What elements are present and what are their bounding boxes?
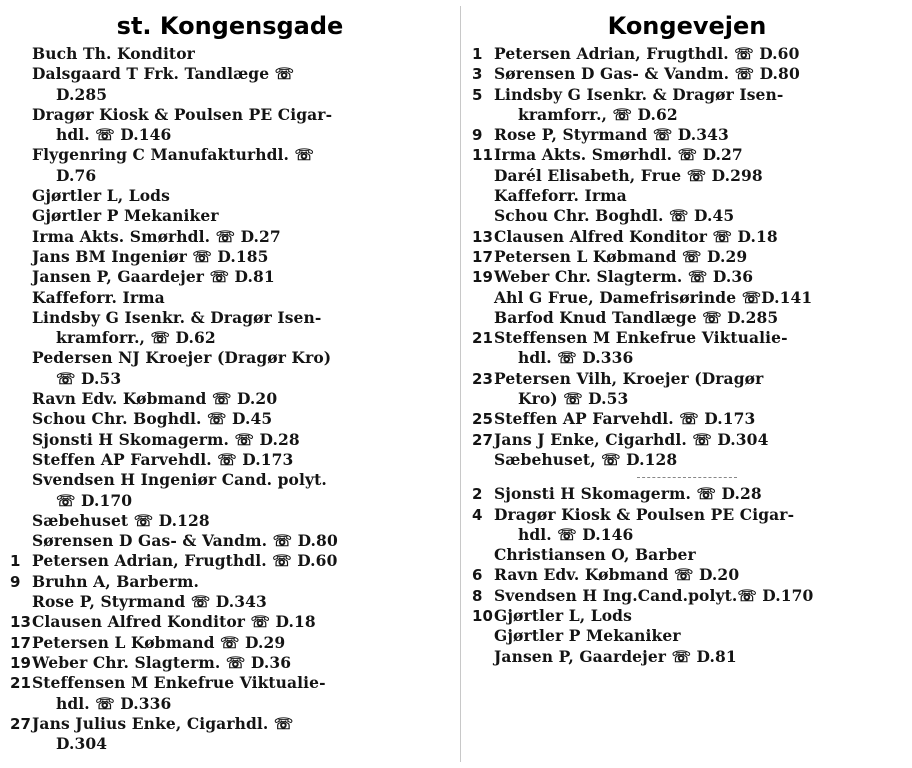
entry-text: Sørensen D Gas- & Vandm. ☏ D.80 bbox=[494, 64, 800, 84]
entry-text: Sæbehuset, ☏ D.128 bbox=[494, 449, 678, 469]
entry-text: Kaffeforr. Irma bbox=[494, 186, 627, 206]
entry-continuation: D.285 bbox=[56, 84, 108, 104]
entry-text: Lindsby G Isenkr. & Dragør Isen- bbox=[32, 307, 322, 327]
directory-entry bbox=[472, 288, 902, 308]
entry-text: Steffensen M Enkefrue Viktualie- bbox=[32, 673, 326, 693]
directory-entry bbox=[10, 44, 450, 64]
entry-text: Clausen Alfred Konditor ☏ D.18 bbox=[32, 612, 316, 632]
house-number: 2 bbox=[472, 485, 483, 504]
directory-entry bbox=[472, 227, 902, 247]
entry-text: Gjørtler P Mekaniker bbox=[494, 626, 681, 646]
entry-continuation: D.304 bbox=[56, 734, 108, 754]
entry-text: Dragør Kiosk & Poulsen PE Cigar- bbox=[32, 104, 333, 124]
entry-text: Bruhn A, Barberm. bbox=[32, 571, 199, 591]
directory-entry bbox=[10, 673, 450, 714]
entry-continuation: hdl. ☏ D.336 bbox=[56, 693, 172, 713]
entry-text: Sjonsti H Skomagerm. ☏ D.28 bbox=[494, 484, 762, 504]
directory-entry bbox=[472, 206, 902, 226]
directory-entry bbox=[472, 450, 902, 470]
directory-entry bbox=[472, 606, 902, 626]
house-number: 4 bbox=[472, 505, 483, 524]
entry-text: Ahl G Frue, Damefrisørinde ☏D.141 bbox=[494, 287, 813, 307]
house-number: 17 bbox=[10, 633, 32, 652]
entry-text: Petersen Adrian, Frugthdl. ☏ D.60 bbox=[494, 44, 800, 63]
directory-entry bbox=[472, 369, 902, 410]
directory-entry bbox=[472, 430, 902, 450]
left-column bbox=[10, 0, 450, 754]
directory-entry bbox=[472, 85, 902, 126]
directory-entry bbox=[10, 348, 450, 389]
house-number: 25 bbox=[472, 410, 494, 429]
entry-text: Irma Akts. Smørhdl. ☏ D.27 bbox=[494, 145, 743, 165]
entry-continuation: kramforr., ☏ D.62 bbox=[56, 328, 216, 348]
house-number: 13 bbox=[472, 227, 494, 246]
entry-text: Petersen L Købmand ☏ D.29 bbox=[32, 632, 286, 652]
entry-text: Jans J Enke, Cigarhdl. ☏ D.304 bbox=[494, 429, 769, 449]
entry-text: Svendsen H Ing.Cand.polyt.☏ D.170 bbox=[494, 585, 814, 605]
section-separator bbox=[472, 470, 902, 484]
directory-entry bbox=[472, 505, 902, 546]
directory-entry bbox=[472, 565, 902, 585]
directory-entry bbox=[472, 647, 902, 667]
entry-continuation: hdl. ☏ D.146 bbox=[518, 524, 634, 544]
entry-text: Petersen L Købmand ☏ D.29 bbox=[494, 246, 748, 266]
directory-entry bbox=[10, 206, 450, 226]
entry-text: Petersen Vilh, Kroejer (Dragør bbox=[494, 368, 764, 388]
directory-entry bbox=[472, 409, 902, 429]
directory-entry bbox=[10, 551, 450, 571]
directory-entry bbox=[10, 430, 450, 450]
directory-entry bbox=[10, 247, 450, 267]
house-number: 11 bbox=[472, 146, 494, 165]
directory-entry bbox=[472, 626, 902, 646]
directory-entry bbox=[10, 186, 450, 206]
house-number: 19 bbox=[10, 653, 32, 672]
house-number: 9 bbox=[472, 126, 483, 145]
directory-entry bbox=[10, 714, 450, 755]
entry-text: Irma Akts. Smørhdl. ☏ D.27 bbox=[32, 226, 281, 246]
entry-text: Ravn Edv. Købmand ☏ D.20 bbox=[32, 389, 278, 409]
directory-entry bbox=[10, 308, 450, 349]
directory-entry bbox=[10, 653, 450, 673]
kongevejen-even-entries bbox=[472, 484, 902, 667]
directory-entry bbox=[10, 572, 450, 592]
entry-continuation: ☏ D.53 bbox=[56, 368, 122, 388]
directory-entry bbox=[472, 586, 902, 606]
kongevejen-odd-entries bbox=[472, 44, 902, 470]
kongensgade-entries bbox=[10, 44, 450, 754]
directory-entry bbox=[10, 450, 450, 470]
entry-text: Barfod Knud Tandlæge ☏ D.285 bbox=[494, 307, 779, 327]
directory-entry bbox=[10, 511, 450, 531]
directory-entry bbox=[472, 247, 902, 267]
directory-entry bbox=[472, 44, 902, 64]
house-number: 19 bbox=[472, 268, 494, 287]
entry-text: Jans BM Ingeniør ☏ D.185 bbox=[32, 246, 269, 266]
entry-continuation: hdl. ☏ D.146 bbox=[56, 125, 172, 145]
directory-entry bbox=[10, 227, 450, 247]
directory-entry bbox=[10, 592, 450, 612]
house-number: 27 bbox=[10, 714, 32, 733]
directory-entry bbox=[472, 267, 902, 287]
entry-text: Rose P, Styrmand ☏ D.343 bbox=[32, 592, 267, 612]
entry-continuation: Kro) ☏ D.53 bbox=[518, 389, 629, 409]
right-column bbox=[472, 0, 902, 667]
entry-text: Petersen Adrian, Frugthdl. ☏ D.60 bbox=[32, 551, 338, 571]
house-number: 8 bbox=[472, 586, 483, 605]
directory-entry bbox=[472, 166, 902, 186]
house-number: 1 bbox=[10, 552, 21, 571]
directory-entry bbox=[10, 409, 450, 429]
directory-entry bbox=[472, 64, 902, 84]
entry-text: Weber Chr. Slagterm. ☏ D.36 bbox=[32, 652, 292, 672]
directory-entry bbox=[10, 633, 450, 653]
entry-text: Kaffeforr. Irma bbox=[32, 287, 165, 307]
entry-text: Schou Chr. Boghdl. ☏ D.45 bbox=[32, 409, 273, 429]
house-number: 1 bbox=[472, 45, 483, 63]
directory-entry bbox=[10, 288, 450, 308]
directory-entry bbox=[472, 125, 902, 145]
house-number: 17 bbox=[472, 247, 494, 266]
entry-text: Flygenring C Manufakturhdl. ☏ bbox=[32, 145, 315, 165]
entry-continuation: hdl. ☏ D.336 bbox=[518, 348, 634, 368]
directory-entry bbox=[10, 470, 450, 511]
entry-text: Jans Julius Enke, Cigarhdl. ☏ bbox=[32, 713, 294, 733]
entry-text: Buch Th. Konditor bbox=[32, 44, 195, 63]
entry-text: Steffen AP Farvehdl. ☏ D.173 bbox=[494, 409, 756, 429]
directory-entry bbox=[472, 545, 902, 565]
entry-text: Steffensen M Enkefrue Viktualie- bbox=[494, 328, 788, 348]
entry-text: Weber Chr. Slagterm. ☏ D.36 bbox=[494, 267, 754, 287]
entry-text: Gjørtler L, Lods bbox=[32, 186, 170, 206]
directory-entry bbox=[10, 531, 450, 551]
house-number: 23 bbox=[472, 369, 494, 388]
entry-text: Pedersen NJ Kroejer (Dragør Kro) bbox=[32, 348, 332, 368]
entry-text: Dalsgaard T Frk. Tandlæge ☏ bbox=[32, 64, 295, 84]
house-number: 9 bbox=[10, 572, 21, 591]
directory-entry bbox=[472, 186, 902, 206]
directory-entry bbox=[10, 105, 450, 146]
house-number: 21 bbox=[10, 674, 32, 693]
directory-entry bbox=[472, 145, 902, 165]
entry-text: Darél Elisabeth, Frue ☏ D.298 bbox=[494, 165, 763, 185]
house-number: 21 bbox=[472, 329, 494, 348]
house-number: 13 bbox=[10, 613, 32, 632]
entry-text: Ravn Edv. Købmand ☏ D.20 bbox=[494, 565, 740, 585]
directory-entry bbox=[472, 308, 902, 328]
directory-entry bbox=[10, 64, 450, 105]
house-number: 6 bbox=[472, 566, 483, 585]
street-heading-kongevejen: Kongevejen bbox=[607, 12, 767, 40]
entry-text: Gjørtler P Mekaniker bbox=[32, 206, 219, 226]
house-number: 5 bbox=[472, 85, 483, 104]
entry-text: Svendsen H Ingeniør Cand. polyt. bbox=[32, 470, 327, 490]
entry-text: Dragør Kiosk & Poulsen PE Cigar- bbox=[494, 504, 795, 524]
entry-text: Lindsby G Isenkr. & Dragør Isen- bbox=[494, 84, 784, 104]
entry-text: Rose P, Styrmand ☏ D.343 bbox=[494, 125, 729, 145]
entry-text: Steffen AP Farvehdl. ☏ D.173 bbox=[32, 449, 294, 469]
column-divider bbox=[460, 6, 461, 762]
entry-text: Sjonsti H Skomagerm. ☏ D.28 bbox=[32, 429, 300, 449]
entry-text: Sørensen D Gas- & Vandm. ☏ D.80 bbox=[32, 531, 338, 551]
entry-text: Gjørtler L, Lods bbox=[494, 606, 632, 626]
entry-text: Sæbehuset ☏ D.128 bbox=[32, 510, 210, 530]
directory-entry bbox=[472, 484, 902, 504]
entry-text: Jansen P, Gaardejer ☏ D.81 bbox=[494, 646, 737, 666]
directory-entry bbox=[10, 267, 450, 287]
directory-entry bbox=[10, 389, 450, 409]
directory-entry bbox=[10, 612, 450, 632]
directory-entry bbox=[472, 328, 902, 369]
entry-continuation: ☏ D.170 bbox=[56, 490, 133, 510]
entry-text: Clausen Alfred Konditor ☏ D.18 bbox=[494, 226, 778, 246]
entry-text: Jansen P, Gaardejer ☏ D.81 bbox=[32, 267, 275, 287]
entry-text: Schou Chr. Boghdl. ☏ D.45 bbox=[494, 206, 735, 226]
street-heading-kongensgade: st. Kongensgade bbox=[116, 12, 344, 40]
entry-text: Christiansen O, Barber bbox=[494, 545, 696, 565]
house-number: 3 bbox=[472, 65, 483, 84]
entry-continuation: kramforr., ☏ D.62 bbox=[518, 104, 678, 124]
house-number: 10 bbox=[472, 607, 494, 626]
directory-entry bbox=[10, 145, 450, 186]
house-number: 27 bbox=[472, 430, 494, 449]
entry-continuation: D.76 bbox=[56, 165, 97, 185]
